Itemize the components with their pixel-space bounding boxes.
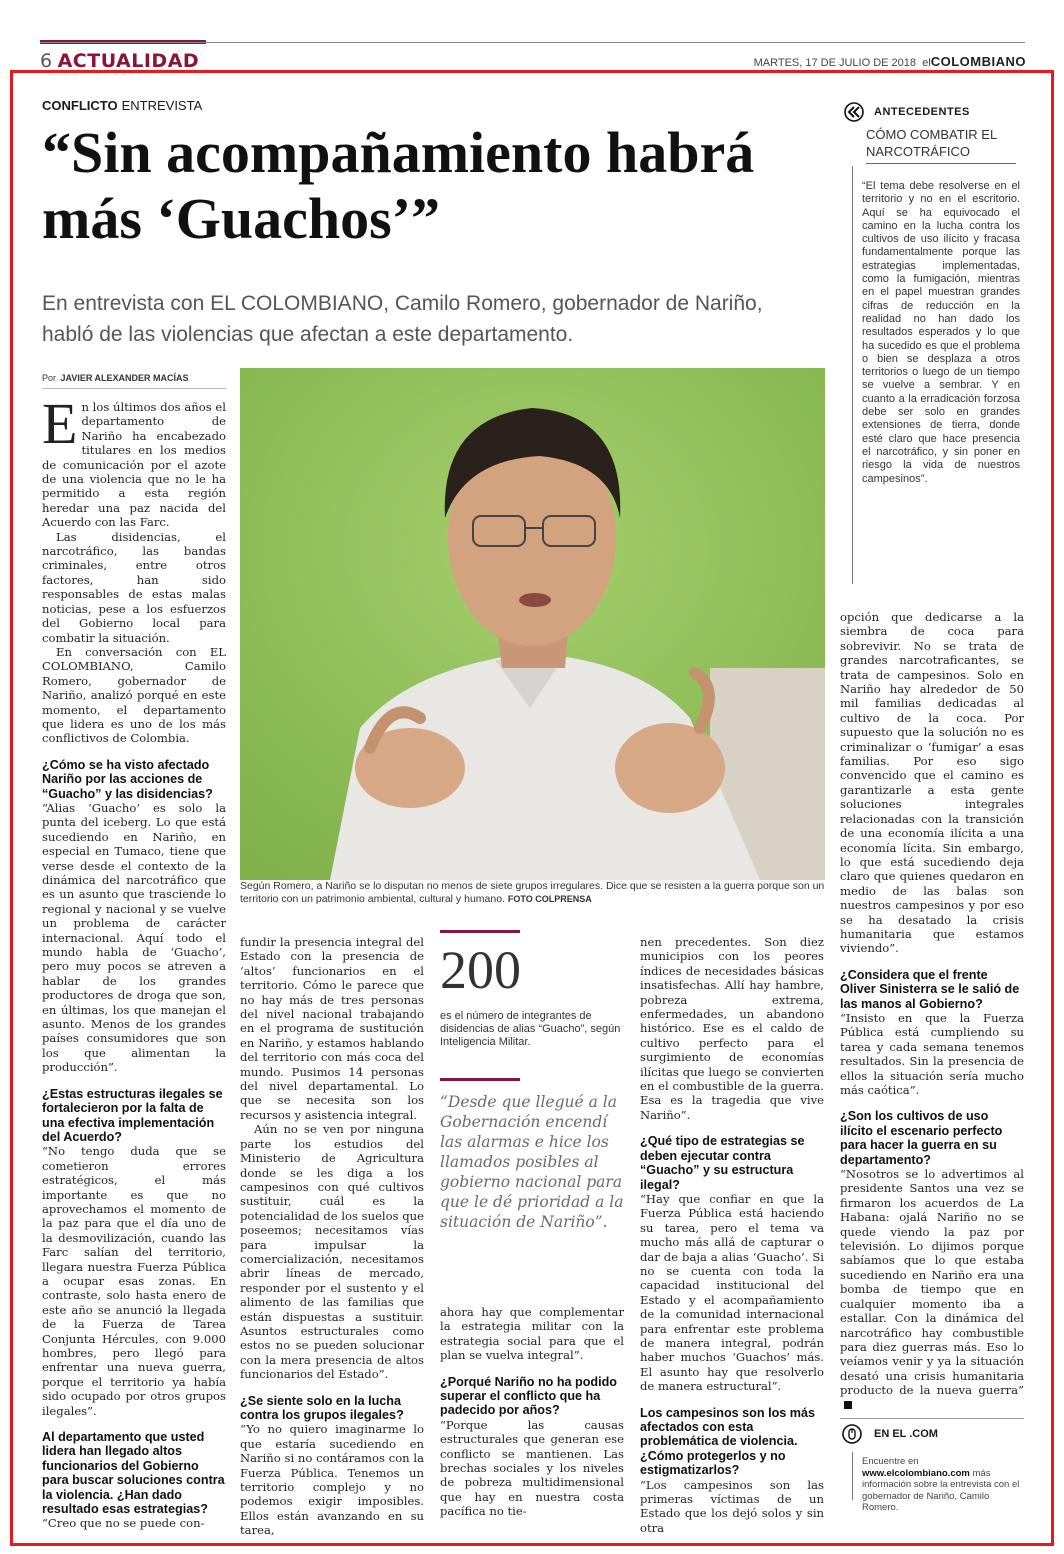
web-box-label: EN EL .COM [874, 1428, 938, 1440]
lead-paragraph [42, 391, 226, 530]
web-box-rule [840, 1418, 1024, 1419]
portrait-illustration [240, 368, 825, 880]
interview-question: ¿Son los cultivos de uso ilícito el escenario perfecto para hacer la guerra en su departamento? [840, 1109, 1003, 1167]
interview-answer: “No tengo duda que se cometieron errores estratégicos, el más importante es que no aprovechamos el momento de la paz para que el día uno de la desmovilización, cuando las Farc salían del territorio, llegara nuestra Fuerza Pública a ocupar esas zonas. En contraste, solo hasta enero de este año se anunció la llegada de la Fuerza de Tarea Conjunta Hércules, con 9.000 hombres, pero llegó para enfrentar una nueva guerra, porque el territorio ya había sido ocupado por otros grupos ilegales”. [42, 1144, 226, 1418]
mouse-icon [842, 1424, 862, 1444]
interview-answer: “Insisto en que la Fuerza Pública está cumpliendo su tarea y cada semana tenemos resultados. Sin la presencia de ellos la situación sería mucho más caótica”. [840, 1010, 1024, 1097]
paper-name-prefix: el [922, 57, 931, 69]
photo-credit: FOTO COLPRENSA [507, 894, 592, 904]
section-header [40, 50, 199, 72]
stat-rule [440, 930, 520, 933]
interview-answer: “Alias ‘Guacho’ es solo la punta del iceberg. Lo que está sucediendo en Nariño, en especial en Tumaco, tiene que verse desde el contexto de la dinámica del narcotráfico que es un asunto que trasciende lo regional y nacional y se vuelve un problema de carácter internacional. Aquí todo el mundo habla de ‘Guacho’, pero muy pocos se atreven a hablar de los grandes productores de droga que son, en últimas, los que manejan el asunto. Menos de los grandes países consumidores que son los que alimentan la producción”. [42, 800, 226, 1075]
interview-question: Los campesinos son los más afectados con esta problemática de violencia. ¿Cómo protegerlos y no estigmatizarlos? [640, 1405, 815, 1478]
byline [42, 373, 226, 389]
byline-prefix: Por [42, 373, 57, 383]
stat-number: 200 [440, 940, 521, 1000]
stat-description: es el número de integrantes de disidencias de alias “Guacho”, según Inteligencia Militar. [440, 1010, 621, 1048]
web-box-vrule [852, 1452, 853, 1500]
web-description: más información sobre la entrevista con el gobernador de Nariño, Camilo Romero. [862, 1467, 1020, 1513]
issue-date: MARTES, 17 DE JULIO DE 2018 [753, 57, 917, 69]
sidebar-title: CÓMO COMBATIR EL NARCOTRÁFICO [866, 126, 1016, 164]
pull-quote-rule [440, 1078, 520, 1081]
drop-cap: E [42, 391, 78, 456]
lead-text: n los últimos dos años el departamento de Nariño ha encabezado titulares en los medios de comunicación por el azote de una violencia que no le ha permitido a esta región heredar una paz nacida del Acuerdo con las Farc. [42, 400, 226, 530]
kicker-topic: CONFLICTO [42, 98, 118, 113]
interview-question: ¿Se siente solo en la lucha contra los grupos ilegales? [240, 1393, 404, 1422]
interview-answer: “Yo no quiero imaginarme lo que estaría sucediendo en Nariño si no contáramos con la Fuerza Pública. Tenemos un territorio complejo y no podemos exigir imposibles. Ellos están avanzando en su tarea, [240, 1422, 424, 1538]
body-paragraph: opción que dedicarse a la siembra de coca para sobrevivir. No se trata de grandes narcotraficantes, se trata de campesinos. Solo en Nariño hay alrededor de 50 mil familias dedicadas al cultivo de la coca. Por supuesto que la solución no es criminalizar o ‘fumigar’ a esas familias. Por eso sigo convencido que el camino es garantizarle a esta gente soluciones integrales relacionadas con la transición de una economía ilícita a una economía lícita. Sin embargo, lo que está sucediendo deja claro que quienes quedaron en medio de las balas son nuestros campesinos y por eso se ha desatado la crisis humanitaria que estamos viviendo”. [840, 610, 1024, 956]
body-paragraph: ahora hay que complementar la estrategia militar con la estrategia social para que el plan se vuelva integral”. [440, 1305, 624, 1363]
article-column-3 [440, 1305, 624, 1519]
kicker [42, 98, 202, 113]
kicker-type: ENTREVISTA [121, 98, 203, 113]
body-paragraph: fundir la presencia integral del Estado con la presencia de ‘altos’ funcionarios en el territorio. Cómo le parece que no hay más de tres personas del nivel nacional trabajando en el programa de sustitución en Nariño, y estamos hablando del territorio con más coca del mundo. Pusimos 14 personas del nivel departamental. Lo que se necesita son los recursos y asistencia integral. [240, 935, 424, 1122]
interview-question: Al departamento que usted lidera han llegado altos funcionarios del Gobierno para buscar soluciones contra la violencia. ¿Han dado resultado esas estrategias? [42, 1430, 225, 1517]
dek: En entrevista con EL COLOMBIANO, Camilo Romero, gobernador de Nariño, habló de las violencias que afectan a este departamento. [42, 292, 763, 346]
interview-answer: “Porque las causas estructurales que generan ese conflicto se mantienen. Las brechas sociales y los niveles de pobreza multidimensional que hay en nuestra costa pacífica no tie- [440, 1417, 624, 1519]
sidebar-rule [852, 166, 853, 584]
interview-question: ¿Considera que el frente Oliver Sinisterra se le salió de las manos al Gobierno? [840, 967, 1020, 1011]
interview-answer [840, 1167, 1024, 1412]
section-name: ACTUALIDAD [57, 50, 200, 72]
web-box-text [862, 1456, 1022, 1514]
dateline [754, 54, 1026, 69]
caption-text: Según Romero, a Nariño se lo disputan no menos de siete grupos irregulares. Dice que se resisten a la guerra porque son un territorio con un patrimonio ambiental, cultural y humano. [240, 880, 825, 905]
closing-answer-text: “Nosotros se lo advertimos al presidente Santos una vez se firmaron los acuerdos de La Habana: ojalá Nariño no se quede viendo la paz por televisión. Lo dijimos porque sabíamos que lo que estaba sucediendo en Nariño era una bomba de tiempo que en cualquier momento iba a estallar. Con la dinámica del narcotráfico hay combustible para diez guerras más. Eso lo veíamos venir y ya la situación desató una crisis humanitaria producto de la nueva guerra” [840, 1167, 1024, 1398]
interview-question: ¿Cómo se ha visto afectado Nariño por las acciones de “Guacho” y las disidencias? [42, 757, 213, 801]
interview-answer: “Hay que confiar en que la Fuerza Pública está haciendo su tarea, pero el tema va mucho más allá de capturar o dar de baja a alias ‘Guacho’. Si no se cuenta con toda la capacidad institucional del Estado y el acompañamiento de la comunidad internacional para enfrentar este problema de manera integral, podrán haber muchos ‘Guachos’ más. El asunto hay que resolverlo de manera estructural”. [640, 1191, 824, 1394]
interview-question: ¿Qué tipo de estrategias se deben ejecutar contra “Guacho” y su estructura ilegal? [640, 1134, 805, 1192]
body-paragraph: En conversación con EL COLOMBIANO, Camilo Romero, gobernador de Nariño, analizó porqué en este momento, el departamento que lidera es uno de los más conflictivos de Colombia. [42, 644, 226, 746]
web-url-link[interactable]: www.elcolombiano.com [862, 1467, 970, 1479]
headline: “Sin acompañamiento habrá más ‘Guachos’” [42, 120, 755, 251]
photo-caption [240, 880, 825, 906]
portrait-photo [240, 368, 825, 880]
article-column-2 [240, 935, 424, 1538]
article-column-5 [840, 610, 1024, 1412]
web-lead: Encuentre en [862, 1456, 919, 1467]
sidebar-label: ANTECEDENTES [874, 106, 970, 118]
byline-author: JAVIER ALEXANDER MACÍAS [60, 373, 189, 383]
body-paragraph: nen precedentes. Son diez municipios con los peores índices de necesidades básicas insatisfechas. Allí hay hambre, pobreza extrema, enfermedades, un abandono histórico. Ese es el caldo de cultivo perfecto para el surgimiento de economías ilícitas que luego se convierten en el combustible de la guerra. Esa es la tragedia que vive Nariño”. [640, 935, 824, 1122]
end-mark [844, 1401, 852, 1409]
interview-answer: “Creo que no se puede con- [42, 1516, 205, 1531]
body-paragraph: Las disidencias, el narcotráfico, las bandas criminales, entre otros factores, han sido responsables de estas malas noticias, pese a los esfuerzos del Gobierno local para combatir la situación. [42, 529, 226, 645]
interview-question: ¿Porqué Nariño no ha podido superar el conflicto que ha padecido por años? [440, 1374, 618, 1418]
paper-name: COLOMBIANO [930, 54, 1026, 69]
interview-question: ¿Estas estructuras ilegales se fortalecieron por la falta de una efectiva implementación del Acuerdo? [42, 1086, 223, 1144]
article-column-1 [42, 391, 226, 1531]
body-paragraph: Aún no se ven por ninguna parte los estudios del Ministerio de Agricultura donde se les diga a los campesinos con qué cultivos sustituir, cuál es la potencialidad de los suelos que poseemos; necesitamos vías para impulsar la comercialización, necesitamos abrir líneas de mercado, responder por el sustento y el alimento de las familias que están dispuestas a sustituir. Asuntos estructurales como estos no se pueden solucionar con la mera presencia de altos funcionarios del Estado”. [240, 1122, 424, 1382]
interview-answer: “Los campesinos son las primeras víctimas de un Estado que los dejó solos y sin otra [640, 1477, 824, 1535]
page-number: 6 [40, 50, 53, 72]
masthead-rule [40, 42, 1025, 43]
pull-quote: “Desde que llegué a la Gobernación encendí las alarmas e hice los llamados posibles al gobierno nacional para que le dé prioridad a la situación de Nariño”. [440, 1093, 624, 1231]
double-chevron-left-icon [844, 102, 864, 122]
sidebar-body: “El tema debe resolverse en el territorio y no en el escritorio. Aquí se ha equivocado el camino en la lucha contra los cultivos de uso ilícito y fracasa fundamentalmente porque las estrategias implementadas, como la fumigación, mientras en el papel muestran grandes cifras de reducción en la realidad no han dado los resultados esperados y lo que ha sucedido es que el problema o bien se desplaza a otros territorios o luego de un tiempo se vuelve a sembrar. Y en cuanto a la erradicación forzosa debe ser solo en grandes extensiones de tierra, donde esté claro que hace presencia el narcotráfico, y sin poner en riesgo la vida de nuestros campesinos”. [862, 180, 1020, 485]
article-column-4 [640, 935, 824, 1535]
